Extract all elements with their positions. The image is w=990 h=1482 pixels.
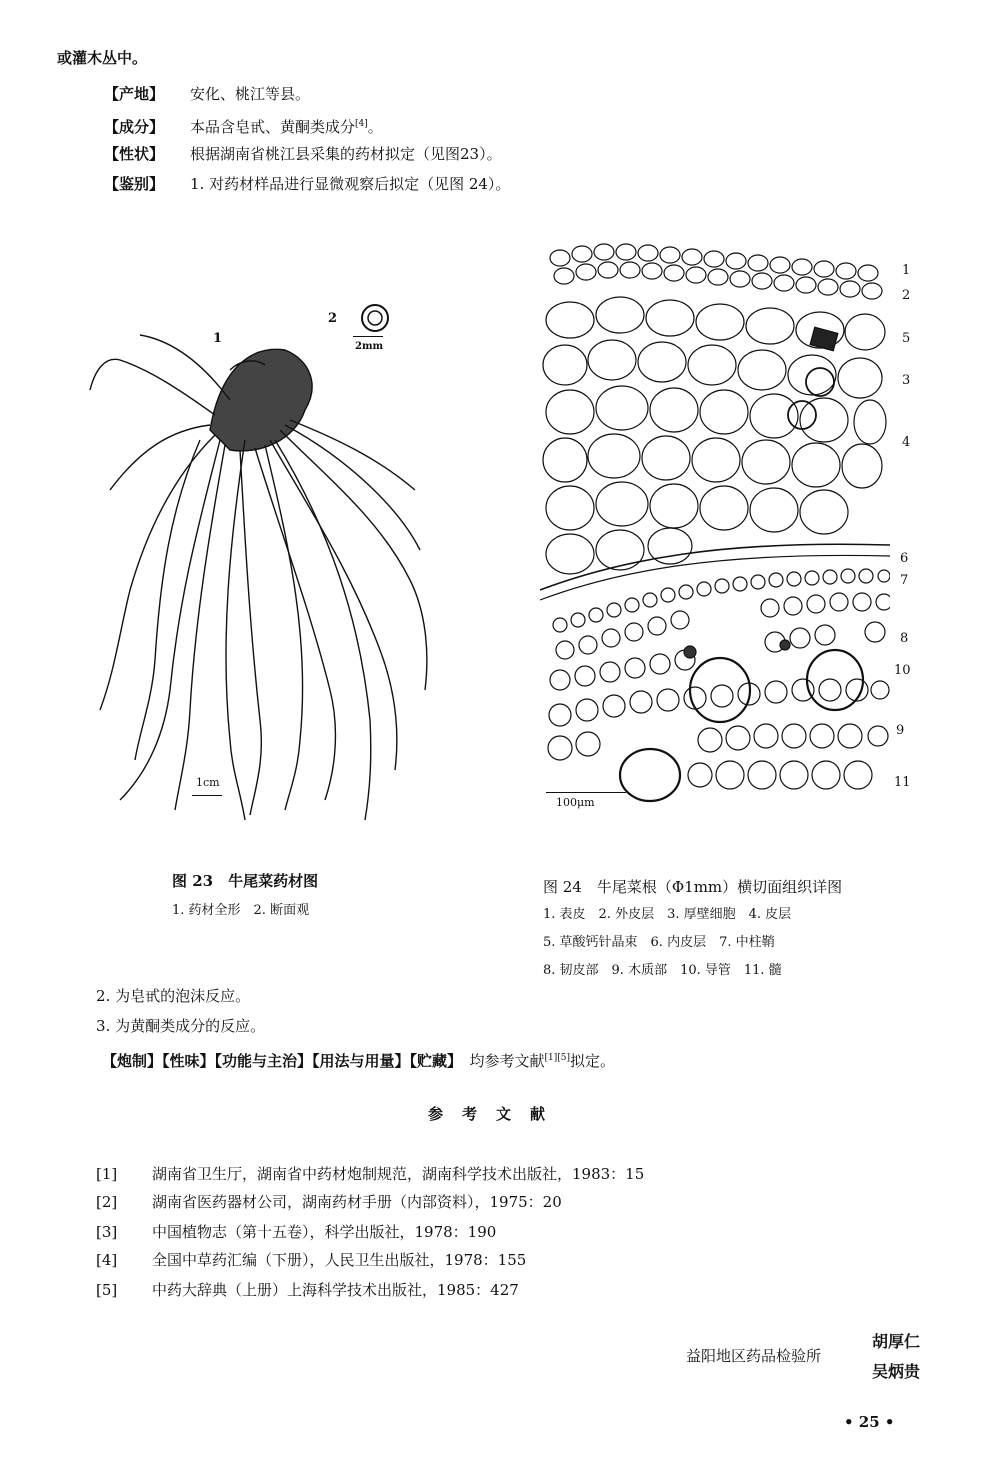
ref-number: [3] (96, 1223, 118, 1241)
fig24-caption: 图 24 牛尾菜根（Φ1mm）横切面组织详图 (543, 878, 843, 896)
field-key: 【成分】 (104, 118, 165, 136)
institution: 益阳地区药品检验所 (686, 1347, 822, 1365)
field-identification (104, 174, 510, 194)
ref-number: [1] (96, 1165, 118, 1183)
field-origin (104, 84, 310, 104)
fig23-subcaption: 1. 药材全形 2. 断面观 (172, 903, 310, 918)
processing-text: 均参考文献 (469, 1052, 545, 1070)
field-value: 本品含皂甙、黄酮类成分 (190, 118, 356, 136)
processing-keys: 【炮制】【性味】【功能与主治】【用法与用量】【贮藏】 (102, 1052, 455, 1070)
author-1: 胡厚仁 (872, 1332, 921, 1351)
fig24-scale-bar (546, 792, 626, 793)
ref-number: [4] (96, 1251, 118, 1269)
field-composition (104, 114, 383, 137)
ident-2: 2. 为皂甙的泡沫反应。 (96, 987, 251, 1005)
ref-item (96, 1280, 519, 1300)
fig24-scale: 100μm (556, 796, 595, 809)
fig23-caption: 图 23 牛尾菜药材图 (172, 872, 319, 890)
ref-text: 湖南省医药器材公司，湖南药材手册（内部资料），1975：20 (152, 1193, 562, 1211)
fig24-callout: 4 (902, 435, 911, 450)
fig24-callout: 11 (894, 775, 911, 790)
fig24-callout: 10 (894, 663, 911, 678)
fig23-scale-small-bar (353, 336, 383, 337)
fig23-scale-small: 2mm (355, 341, 384, 352)
fig24-legend-line: 5. 草酸钙针晶束 6. 内皮层 7. 中柱鞘 (543, 935, 775, 950)
ref-text: 中国植物志（第十五卷），科学出版社，1978：190 (152, 1223, 497, 1241)
field-key: 【性状】 (104, 145, 165, 163)
fig23-label-1: 1 (213, 331, 223, 346)
fig24-legend-line: 1. 表皮 2. 外皮层 3. 厚壁细胞 4. 皮层 (543, 907, 792, 922)
refs-title: 参 考 文 献 (428, 1105, 548, 1123)
field-key: 【产地】 (104, 85, 165, 103)
ref-item (96, 1222, 496, 1242)
fig24-tissue-drawing (540, 240, 890, 810)
fig23-label-2: 2 (328, 311, 338, 326)
stele-cells (548, 569, 890, 789)
intro-line: 或灌木丛中。 (57, 49, 148, 67)
epidermis (550, 244, 882, 299)
fig24-callout: 5 (902, 331, 911, 346)
fig23-cross-section-icon (355, 300, 395, 340)
field-key: 【鉴别】 (104, 175, 165, 193)
fig23-scale-big: 1cm (196, 776, 220, 789)
ref-item (96, 1192, 562, 1212)
fig24-callout: 9 (896, 723, 905, 738)
processing-citation: [1][5] (544, 1053, 571, 1063)
ident-3: 3. 为黄酮类成分的反应。 (96, 1017, 266, 1035)
author-2: 吴炳贵 (872, 1362, 921, 1381)
fig24-callout: 8 (900, 631, 909, 646)
ref-number: [5] (96, 1281, 118, 1299)
fig24-callout: 6 (900, 551, 909, 566)
field-value: 安化、桃江等县。 (190, 85, 311, 103)
field-tail: 。 (367, 118, 383, 136)
fig23-root-drawing (80, 290, 450, 830)
field-value: 1. 对药材样品进行显微观察后拟定（见图 24）。 (190, 175, 511, 193)
fig24-callout: 3 (902, 373, 911, 388)
fig24-callout: 1 (902, 263, 911, 278)
ref-text: 湖南省卫生厅，湖南省中药材炮制规范，湖南科学技术出版社，1983：15 (152, 1165, 645, 1183)
ref-text: 全国中草药汇编（下册），人民卫生出版社，1978：155 (152, 1251, 527, 1269)
fig24-callout: 7 (900, 573, 909, 588)
field-value: 根据湖南省桃江县采集的药材拟定（见图23）。 (190, 145, 502, 163)
ref-item (96, 1164, 644, 1184)
processing-line (102, 1048, 615, 1071)
citation: [4] (355, 119, 368, 129)
processing-tail: 拟定。 (570, 1052, 616, 1070)
field-characteristics (104, 144, 502, 164)
ref-text: 中药大辞典（上册）上海科学技术出版社，1985：427 (152, 1281, 519, 1299)
fig24-callout: 2 (902, 288, 911, 303)
ref-item (96, 1250, 526, 1270)
ref-number: [2] (96, 1193, 118, 1211)
fig23-scale-big-bar (192, 795, 222, 796)
page-number: • 25 • (844, 1413, 895, 1431)
fig24-legend-line: 8. 韧皮部 9. 木质部 10. 导管 11. 髓 (543, 963, 782, 978)
